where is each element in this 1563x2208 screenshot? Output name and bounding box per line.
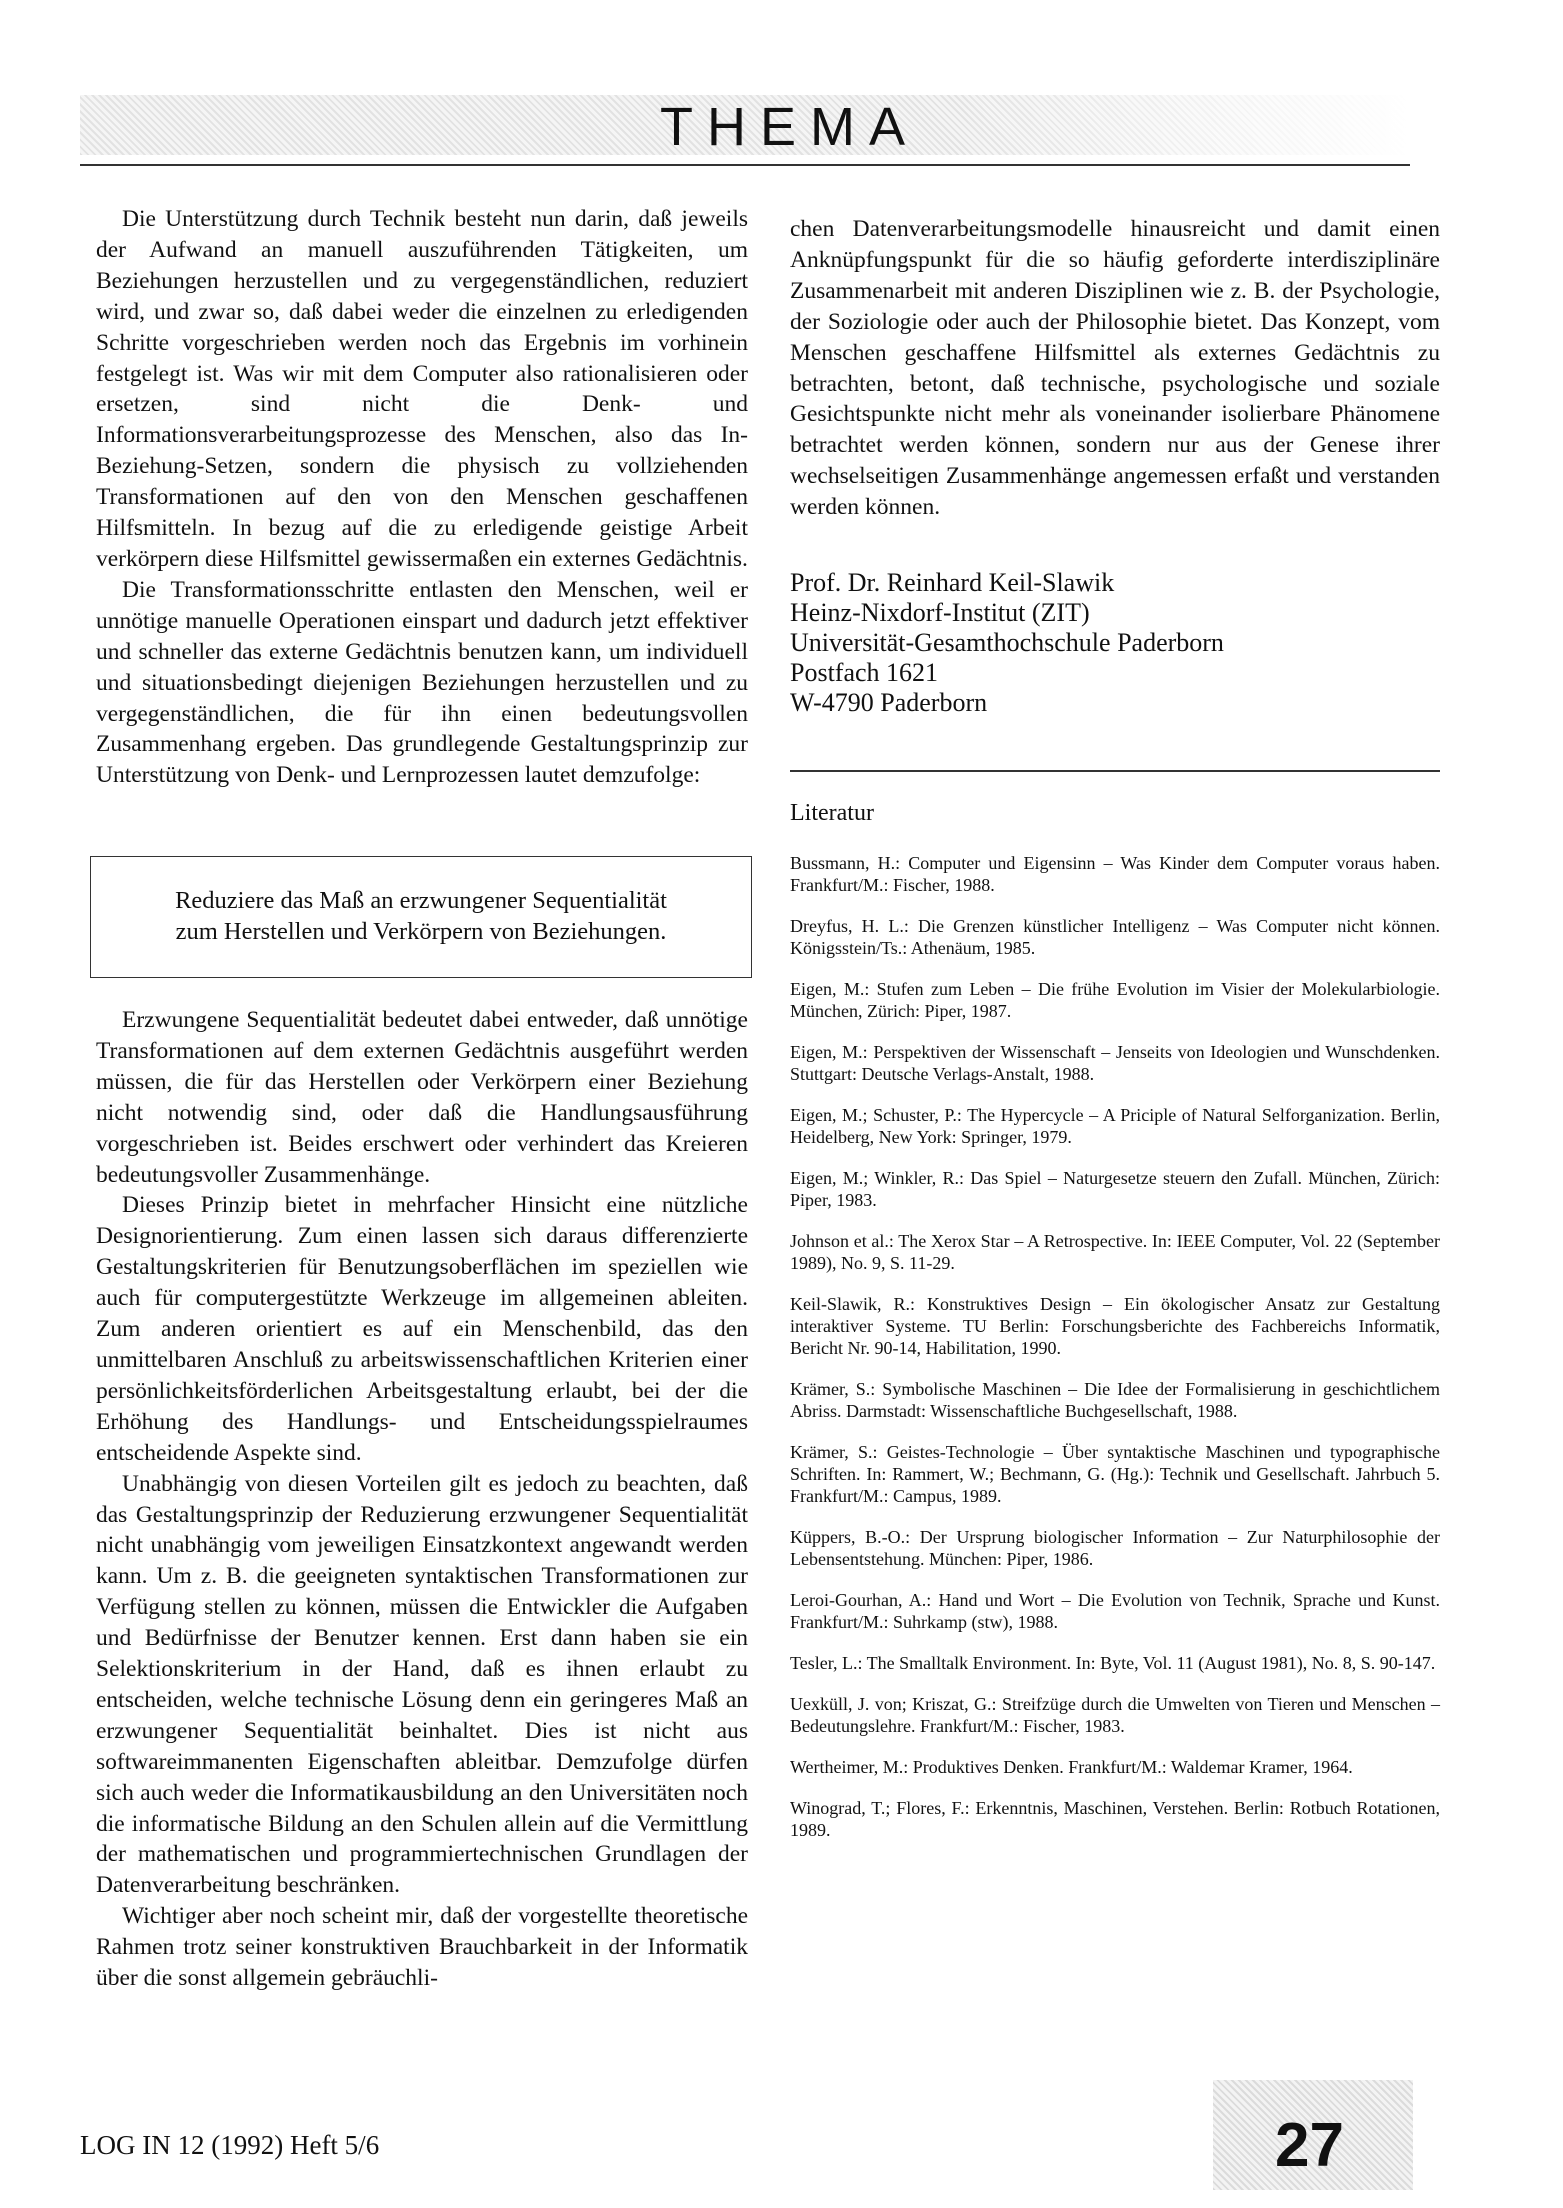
reference-item: Bussmann, H.: Computer und Eigensinn – Was Kinder dem Computer voraus haben. Frankfurt/M.: Fischer, 1988. [790,853,1440,895]
reference-item: Eigen, M.: Stufen zum Leben – Die frühe Evolution im Visier der Molekularbiologie. München, Zürich: Piper, 1987. [790,979,1440,1021]
literature-heading: Literatur [790,800,874,826]
reference-item: Leroi-Gourhan, A.: Hand und Wort – Die Evolution von Technik, Sprache und Kunst. Frankfurt/M.: Suhrkamp (stw), 1988. [790,1590,1440,1632]
reference-item: Krämer, S.: Geistes-Technologie – Über syntaktische Maschinen und typographische Schriften. In: Rammert, W.; Bechmann, G. (Hg.): Technik und Gesellschaft. Jahrbuch 5. Frankfurt/M.: Campus, 1989. [790,1442,1440,1506]
paragraph: Die Unterstützung durch Technik besteht nun darin, daß jeweils der Aufwand an manuell auszuführenden Tätigkeiten, um Beziehungen herzustellen und zu vergegenständlichen, reduziert wird, und zwar so, daß dabei weder die einzelnen zu erledigenden Schritte vorgeschrieben werden noch das Ergebnis im vorhinein festgelegt ist. Was wir mit dem Computer also rationalisieren oder ersetzen, sind nicht die Denk- und Informationsverarbeitungsprozesse des Menschen, also das In-Beziehung-Setzen, sondern die physisch zu vollziehenden Transformationen auf den von den Menschen geschaffenen Hilfsmitteln. In bezug auf die zu erledigende geistige Arbeit verkörpern diese Hilfsmittel gewissermaßen ein externes Gedächtnis. [96,206,748,572]
header-rule [80,164,1410,166]
author-university: Universität-Gesamthochschule Paderborn [790,628,1224,657]
reference-item: Winograd, T.; Flores, F.: Erkenntnis, Maschinen, Verstehen. Berlin: Rotbuch Rotationen, 1989. [790,1798,1440,1840]
author-institute: Heinz-Nixdorf-Institut (ZIT) [790,598,1090,627]
principle-box [90,856,752,978]
reference-item: Eigen, M.; Schuster, P.: The Hypercycle – A Priciple of Natural Selforganization. Berlin, Heidelberg, New York: Springer, 1979. [790,1105,1440,1147]
divider [790,770,1440,772]
paragraph: chen Datenverarbeitungsmodelle hinausreicht und damit einen Anknüpfungspunkt für die so häufig geforderte interdisziplinäre Zusammenarbeit mit anderen Disziplinen wie z. B. der Psychologie, der Soziologie oder auch der Philosophie bietet. Das Konzept, vom Menschen geschaffene Hilfsmittel als externes Gedächtnis zu betrachten, betont, daß technische, psychologische und soziale Gesichtspunkte nicht mehr als voneinander isolierbare Phänomene betrachtet werden können, sondern nur aus der Genese ihrer wechselseitigen Zusammenhänge angemessen erfaßt und verstanden werden können. [790,216,1440,521]
header-band-fade [960,95,1410,155]
reference-item: Eigen, M.: Perspektiven der Wissenschaft – Jenseits von Ideologien und Wunschdenken. Stuttgart: Deutsche Verlags-Anstalt, 1988. [790,1042,1440,1084]
left-column-bottom [96,1005,748,1994]
paragraph: Dieses Prinzip bietet in mehrfacher Hinsicht eine nützliche Designorientierung. Zum einen lassen sich daraus differenzierte Gestaltungskriterien für Benutzungsoberflächen im speziellen wie auch für computergestützte Werkzeuge im allgemeinen ableiten. Zum anderen orientiert es auf ein Menschenbild, das den unmittelbaren Anschluß zu arbeitswissenschaftlichen Kriterien einer persönlichkeitsförderlichen Arbeitsgestaltung erlaubt, bei der die Erhöhung des Handlungs- und Entscheidungsspielraumes entscheidende Aspekte sind. [96,1192,748,1466]
reference-item: Wertheimer, M.: Produktives Denken. Frankfurt/M.: Waldemar Kramer, 1964. [790,1757,1353,1777]
paragraph: Wichtiger aber noch scheint mir, daß der vorgestellte theoretische Rahmen trotz seiner konstruktiven Brauchbarkeit in der Informatik über die sonst allgemein gebräuchli- [96,1903,748,1992]
principle-line-2: zum Herstellen und Verkörpern von Beziehungen. [175,918,667,945]
reference-item: Krämer, S.: Symbolische Maschinen – Die Idee der Formalisierung in geschichtlichem Abriss. Darmstadt: Wissenschaftliche Buchgesellschaft, 1988. [790,1379,1440,1421]
reference-item: Eigen, M.; Winkler, R.: Das Spiel – Naturgesetze steuern den Zufall. München, Zürich: Piper, 1983. [790,1168,1440,1210]
reference-item: Keil-Slawik, R.: Konstruktives Design – Ein ökologischer Ansatz zur Gestaltung interaktiver Systeme. TU Berlin: Forschungsberichte des Fachbereichs Informatik, Bericht Nr. 90-14, Habilitation, 1990. [790,1294,1440,1358]
reference-item: Johnson et al.: The Xerox Star – A Retrospective. In: IEEE Computer, Vol. 22 (September 1989), No. 9, S. 11-29. [790,1231,1440,1273]
paragraph: Unabhängig von diesen Vorteilen gilt es jedoch zu beachten, daß das Gestaltungsprinzip der Reduzierung erzwungener Sequentialität nicht unabhängig vom jeweiligen Einsatzkontext angewandt werden kann. Um z. B. die geeigneten syntaktischen Transformationen zur Verfügung stellen zu können, müssen die Entwickler die Aufgaben und Bedürfnisse der Benutzer kennen. Erst dann haben sie ein Selektionskriterium in der Hand, daß es ihnen erlaubt zu entscheiden, welche technische Lösung denn ein geringeres Maß an erzwungener Sequentialität beinhaltet. Dies ist nicht aus softwareimmanenten Eigenschaften ableitbar. Demzufolge dürfen sich auch weder die Informatikausbildung an den Universitäten noch die informatische Bildung an den Schulen allein auf die Vermittlung der mathematischen und programmiertechnischen Grundlagen der Datenverarbeitung beschränken. [96,1470,748,1899]
paragraph: Die Transformationsschritte entlasten den Menschen, weil er unnötige manuelle Operationen einspart und dadurch jetzt effektiver und schneller das externe Gedächtnis benutzen kann, um individuell und situationsbedingt diejenigen Beziehungen herzustellen und zu vergegenständlichen, die für ihn einen bedeutungsvollen Zusammenhang ergeben. Das grundlegende Gestaltungsprinzip zur Unterstützung von Denk- und Lernprozessen lautet demzufolge: [96,576,748,789]
right-column-top [790,214,1440,523]
author-name: Prof. Dr. Reinhard Keil-Slawik [790,568,1115,597]
journal-footer: LOG IN 12 (1992) Heft 5/6 [80,2130,380,2160]
principle-line-1: Reduziere das Maß an erzwungener Sequentialität [175,887,667,914]
reference-item: Dreyfus, H. L.: Die Grenzen künstlicher Intelligenz – Was Computer nicht können. Königsstein/Ts.: Athenäum, 1985. [790,916,1440,958]
reference-item: Küppers, B.-O.: Der Ursprung biologischer Information – Zur Naturphilosophie der Lebensentstehung. München: Piper, 1986. [790,1527,1440,1569]
page-number: 27 [1275,2111,1344,2180]
reference-item: Tesler, L.: The Smalltalk Environment. In: Byte, Vol. 11 (August 1981), No. 8, S. 90-147. [790,1653,1436,1673]
author-address [790,568,1224,718]
paragraph: Erzwungene Sequentialität bedeutet dabei entweder, daß unnötige Transformationen auf dem externen Gedächtnis ausgeführt werden müssen, die für das Herstellen oder Verkörpern einer Beziehung nicht notwendig sind, oder daß die Handlungsausführung vorgeschrieben ist. Beides erschwert oder verhindert das Kreieren bedeutungsvoller Zusammenhänge. [96,1007,748,1188]
author-postbox: Postfach 1621 [790,658,939,687]
section-title: THEMA [660,97,919,157]
reference-item: Uexküll, J. von; Kriszat, G.: Streifzüge durch die Umwelten von Tieren und Menschen – Bedeutungslehre. Frankfurt/M.: Fischer, 1983. [790,1694,1440,1736]
left-column-top [96,204,748,791]
author-city: W-4790 Paderborn [790,688,988,717]
reference-list [790,852,1440,1860]
principle-text [91,885,751,947]
